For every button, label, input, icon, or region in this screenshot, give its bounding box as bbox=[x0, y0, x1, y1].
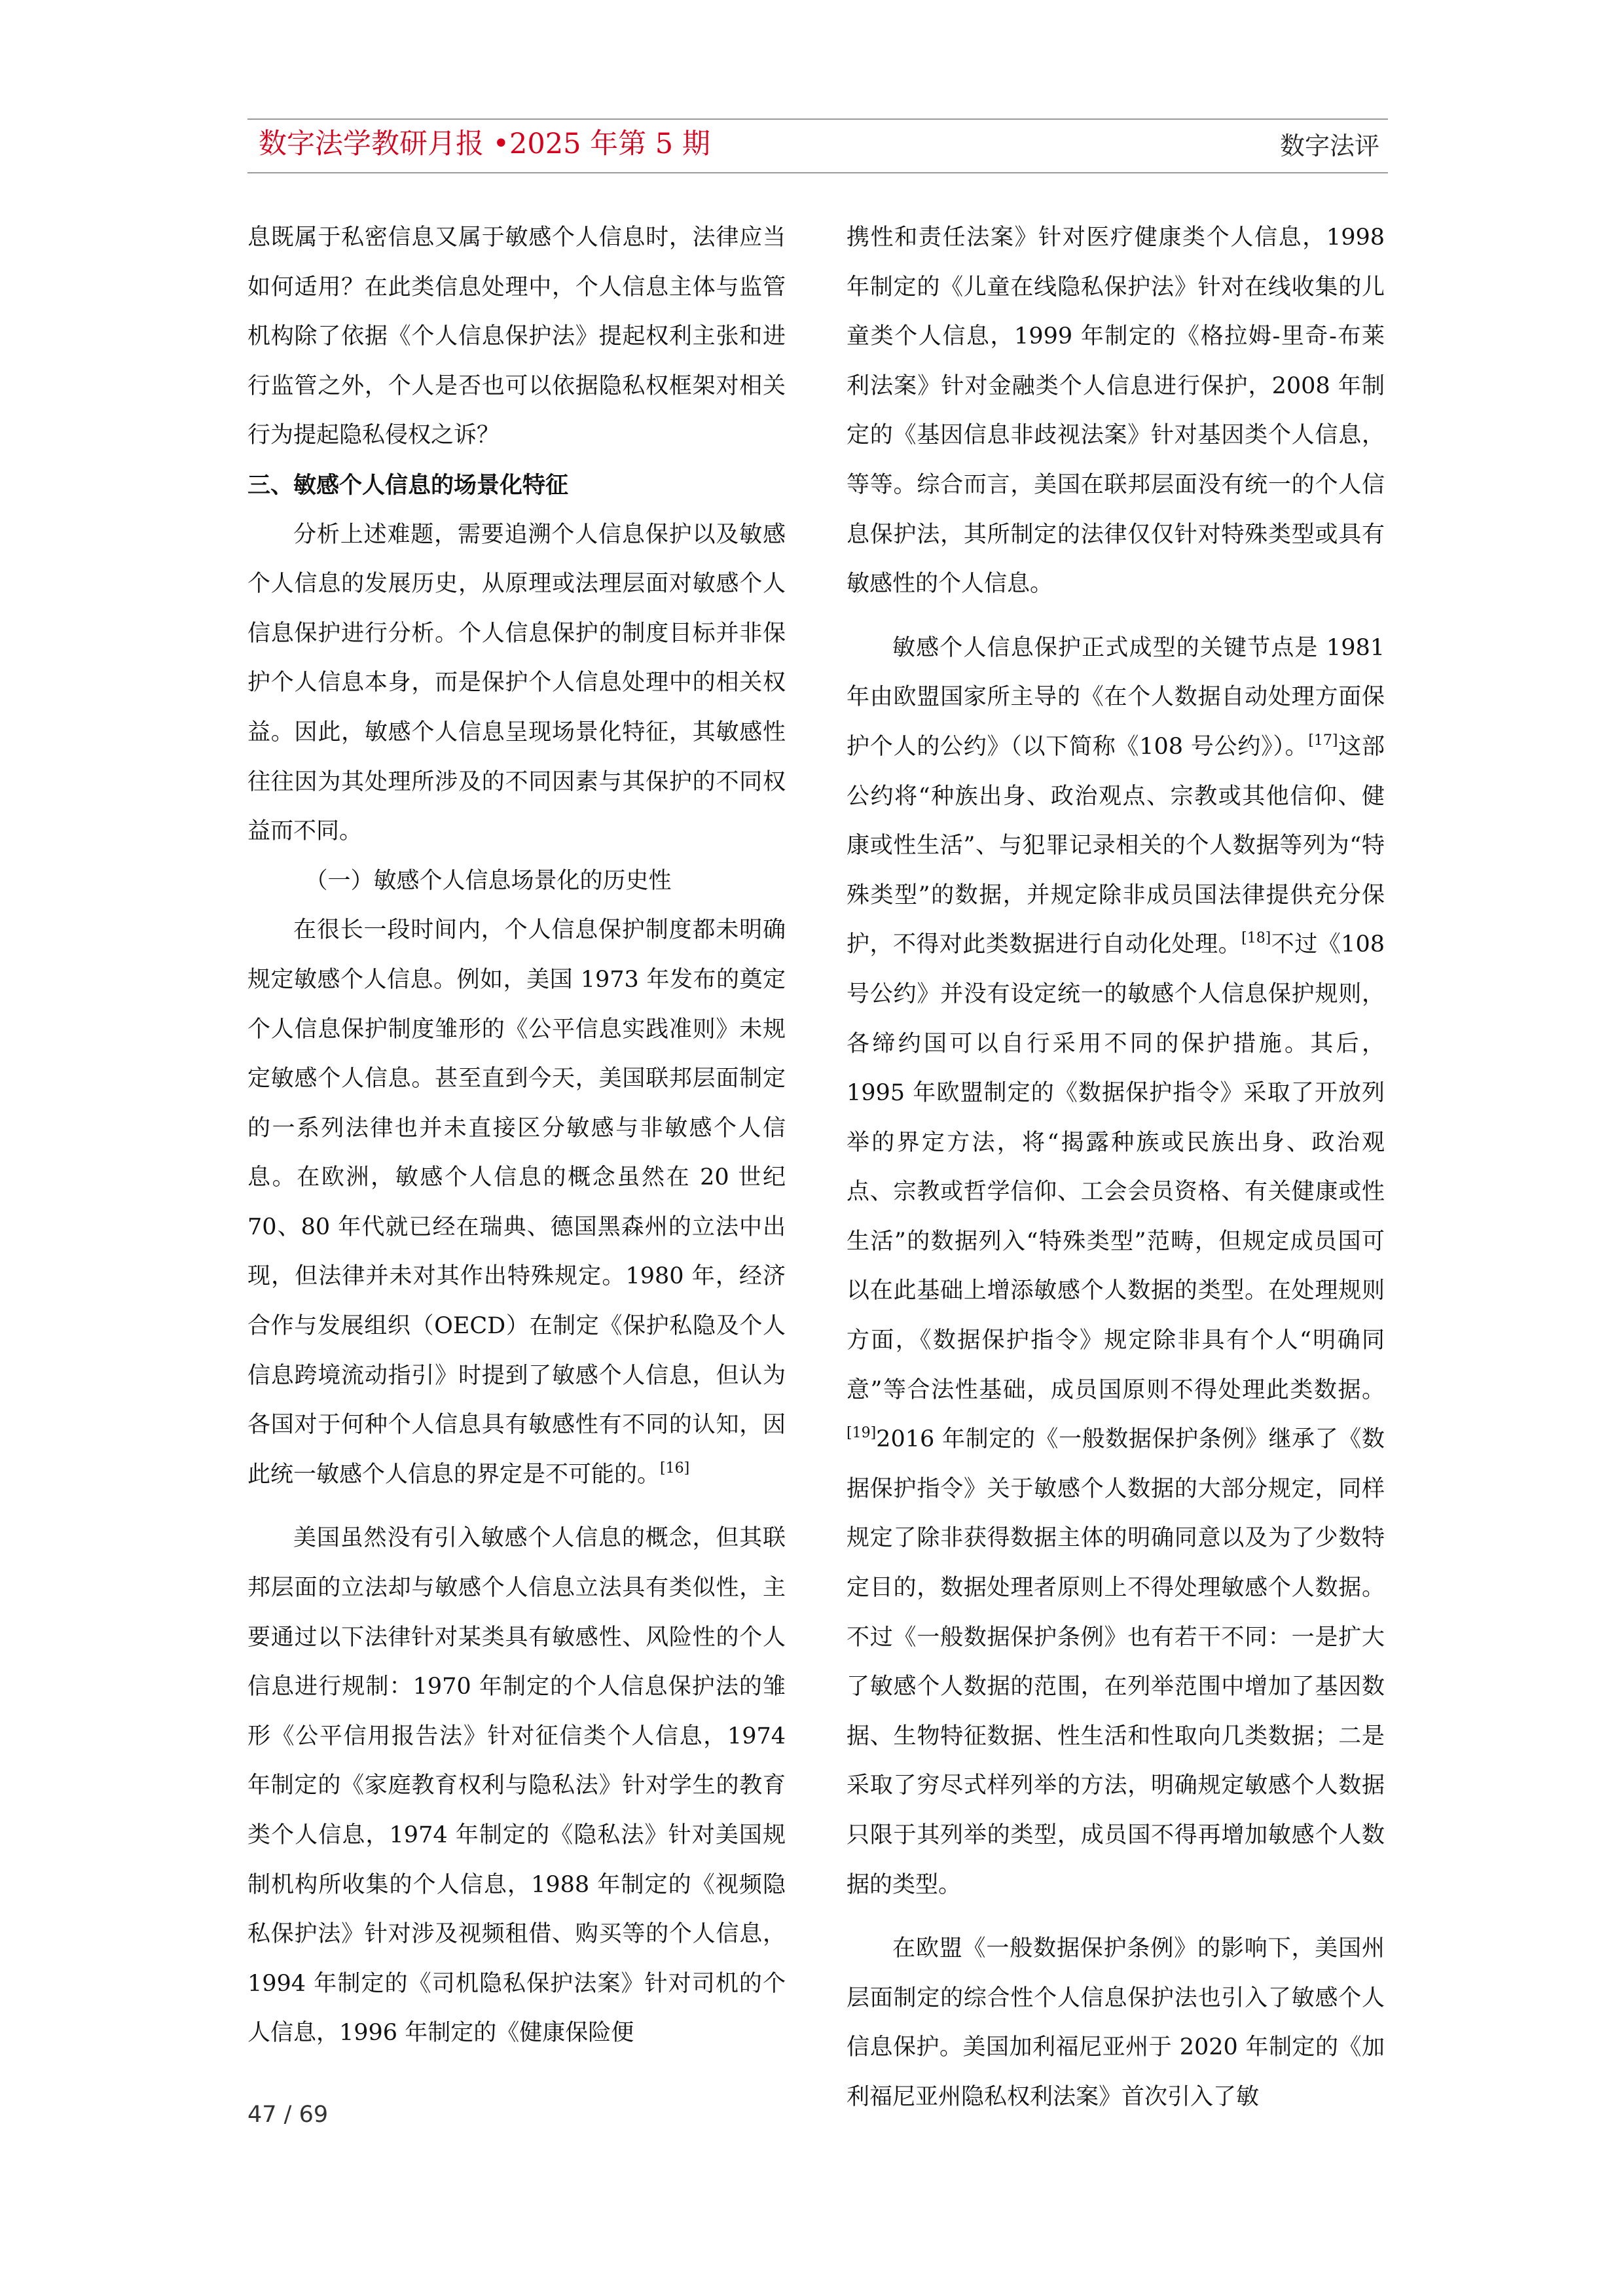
header-bottom-rule bbox=[247, 172, 1388, 173]
paragraph-text: 在很长一段时间内，个人信息保护制度都未明确规定敏感个人信息。例如，美国 1973 年发布的奠定个人信息保护制度雏形的《公平信息实践准则》未规定敏感个人信息。甚至直到今天，美国联邦层面制定的一系列法律也并未直接区分敏感与非敏感个人信息。在欧洲，敏感个人信息的概念虽然在 20 世纪 70、80 年代就已经在瑞典、德国黑森州的立法中出现，但法律并未对其作出特殊规定。1980 年，经济合作与发展组织（OECD）在制定《保护私隐及个人信息跨境流动指引》时提到了敏感个人信息，但认为各国对于何种个人信息具有敏感性有不同的认知，因此统一敏感个人信息的界定是不可能的。 bbox=[247, 917, 786, 1488]
paragraph bbox=[247, 906, 786, 1499]
paragraph: 息既属于私密信息又属于敏感个人信息时，法律应当如何适用？在此类信息处理中，个人信息主体与监管机构除了依据《个人信息保护法》提起权利主张和进行监管之外，个人是否也可以依据隐私权框架对相关行为提起隐私侵权之诉？ bbox=[247, 224, 786, 449]
subsection-heading: （一）敏感个人信息场景化的历史性 bbox=[304, 867, 672, 894]
paragraph: 分析上述难题，需要追溯个人信息保护以及敏感个人信息的发展历史，从原理或法理层面对敏感个人信息保护进行分析。个人信息保护的制度目标并非保护个人信息本身，而是保护个人信息处理中的相关权益。因此，敏感个人信息呈现场景化特征，其敏感性往往因为其处理所涉及的不同因素与其保护的不同权益而不同。 bbox=[247, 521, 786, 845]
paragraph-text: 2016 年制定的《一般数据保护条例》继承了《数据保护指令》关于敏感个人数据的大部分规定，同样规定了除非获得数据主体的明确同意以及为了少数特定目的，数据处理者原则上不得处理敏感个人数据。不过《一般数据保护条例》也有若干不同：一是扩大了敏感个人数据的范围，在列举范围中增加了基因数据、生物特征数据、性生活和性取向几类数据；二是采取了穷尽式样列举的方法，明确规定敏感个人数据只限于其列举的类型，成员国不得再增加敏感个人数据的类型。 bbox=[847, 1426, 1385, 1898]
journal-title: 数字法学教研月报 •2025 年第 5 期 bbox=[259, 128, 710, 160]
footnote-ref-16[interactable]: [16] bbox=[660, 1460, 690, 1477]
right-column bbox=[847, 213, 1385, 2123]
paragraph-text: 敏感个人信息保护正式成型的关键节点是 1981 年由欧盟国家所主导的《在个人数据自动处理方面保护个人的公约》（以下简称《108 号公约》）。 bbox=[847, 634, 1385, 760]
footnote-ref-19[interactable]: [19] bbox=[847, 1425, 877, 1442]
footnote-ref-18[interactable]: [18] bbox=[1241, 930, 1271, 947]
paragraph: 携性和责任法案》针对医疗健康类个人信息，1998 年制定的《儿童在线隐私保护法》针对在线收集的儿童类个人信息，1999 年制定的《格拉姆-里奇-布莱利法案》针对金融类个人信息进行保护，2008 年制定的《基因信息非歧视法案》针对基因类个人信息，等等。综合而言，美国在联邦层面没有统一的个人信息保护法，其所制定的法律仅仅针对特殊类型或具有敏感性的个人信息。 bbox=[847, 224, 1385, 598]
left-column bbox=[247, 213, 786, 2058]
page-number: 47 / 69 bbox=[247, 2102, 329, 2128]
paragraph-text: 不过《108 号公约》并没有设定统一的敏感个人信息保护规则，各缔约国可以自行采用不同的保护措施。其后，1995 年欧盟制定的《数据保护指令》采取了开放列举的界定方法，将“揭露种族或民族出身、政治观点、宗教或哲学信仰、工会会员资格、有关健康或性生活”的数据列入“特殊类型”范畴，但规定成员国可以在此基础上增添敏感个人数据的类型。在处理规则方面，《数据保护指令》规定除非具有个人“明确同意”等合法性基础，成员国原则不得处理此类数据。 bbox=[847, 931, 1385, 1403]
footnote-ref-17[interactable]: [17] bbox=[1308, 732, 1338, 749]
paragraph: 美国虽然没有引入敏感个人信息的概念，但其联邦层面的立法却与敏感个人信息立法具有类似性，主要通过以下法律针对某类具有敏感性、风险性的个人信息进行规制：1970 年制定的个人信息保护法的雏形《公平信用报告法》针对征信类个人信息，1974 年制定的《家庭教育权利与隐私法》针对学生的教育类个人信息，1974 年制定的《隐私法》针对美国规制机构所收集的个人信息，1988 年制定的《视频隐私保护法》针对涉及视频租借、购买等的个人信息，1994 年制定的《司机隐私保护法案》针对司机的个人信息，1996 年制定的《健康保险便 bbox=[247, 1525, 786, 2047]
section-name: 数字法评 bbox=[1279, 132, 1379, 160]
paragraph: 在欧盟《一般数据保护条例》的影响下，美国州层面制定的综合性个人信息保护法也引入了敏感个人信息保护。美国加利福尼亚州于 2020 年制定的《加利福尼亚州隐私权利法案》首次引入了敏 bbox=[847, 1935, 1385, 2110]
section-heading: 三、敏感个人信息的场景化特征 bbox=[247, 471, 569, 499]
paragraph bbox=[847, 624, 1385, 1910]
header-top-rule bbox=[247, 118, 1388, 120]
paragraph-text: 这部公约将“种族出身、政治观点、宗教或其他信仰、健康或性生活”、与犯罪记录相关的个人数据等列为“特殊类型”的数据，并规定除非成员国法律提供充分保护，不得对此类数据进行自动化处理。 bbox=[847, 733, 1385, 958]
